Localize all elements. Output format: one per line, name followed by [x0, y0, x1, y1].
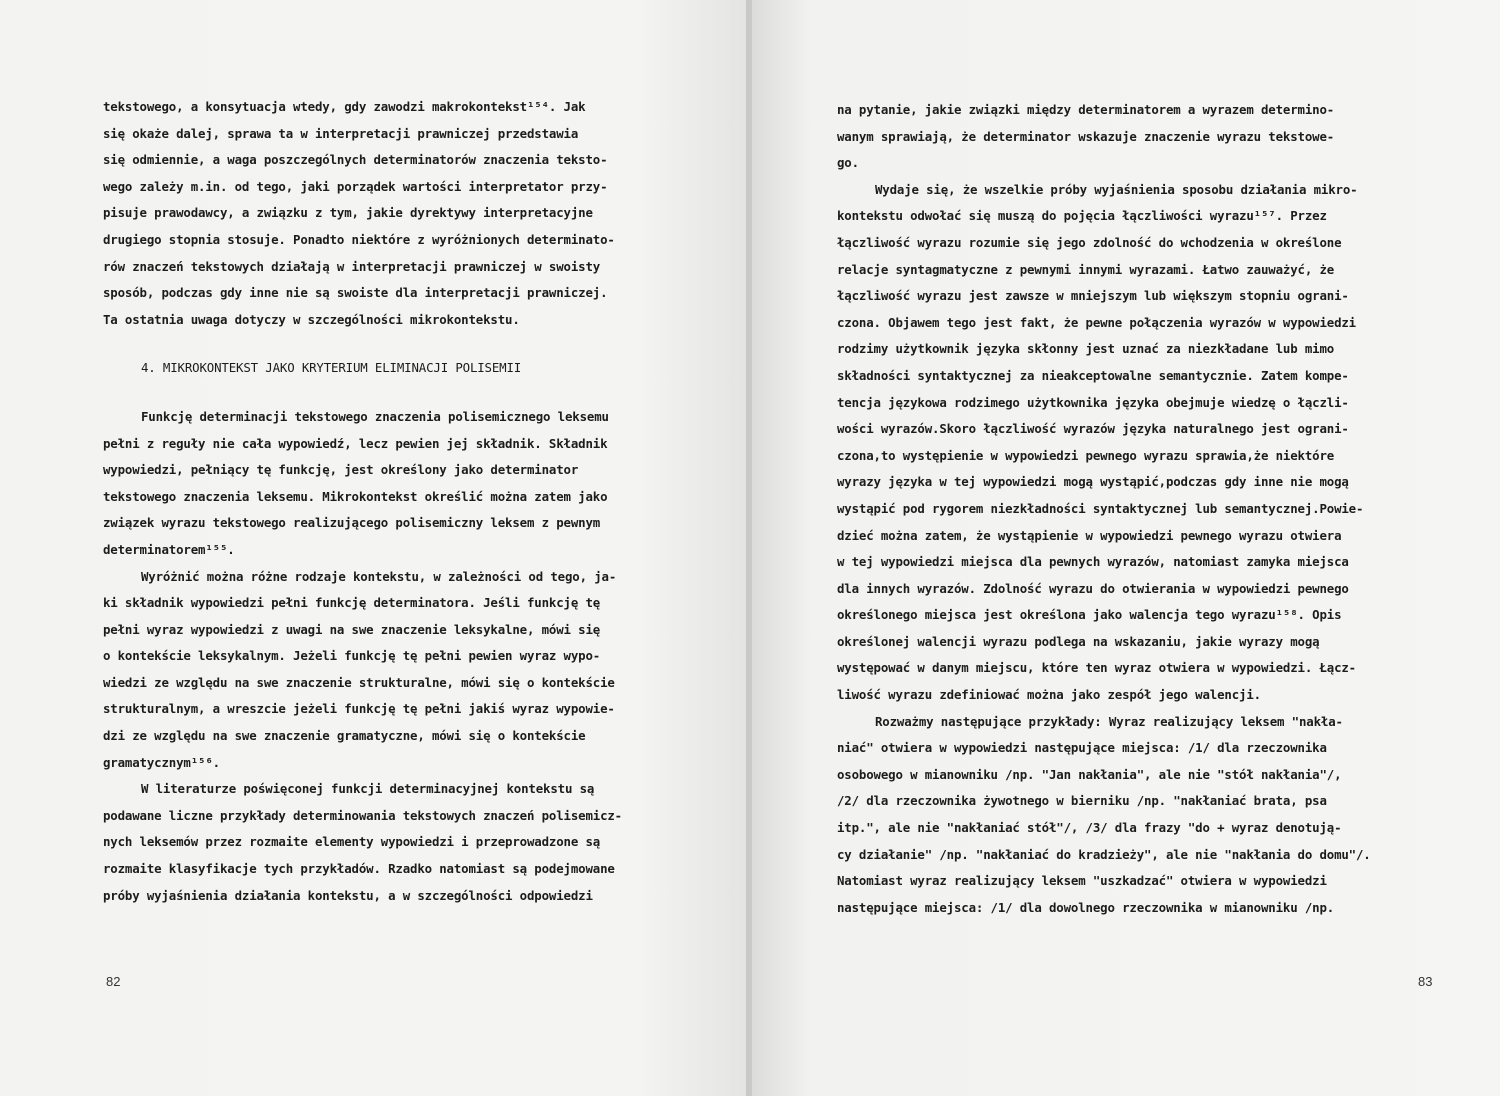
text-line: wyrazy języka w tej wypowiedzi mogą wystąpić,podczas gdy inne nie mogą	[837, 474, 1349, 490]
text-line: osobowego w mianowniku /np. "Jan nakłania", ale nie "stół nakłania"/,	[837, 766, 1342, 782]
text-line: gramatycznym¹⁵⁶.	[103, 754, 220, 770]
text-line: związek wyrazu tekstowego realizującego polisemiczny leksem z pewnym	[103, 515, 601, 531]
text-line: czona,to występienie w wypowiedzi pewnego wyrazu sprawia,że niektóre	[837, 447, 1335, 463]
text-line: strukturalnym, a wreszcie jeżeli funkcję tę pełni jakiś wyraz wypowie-	[103, 701, 615, 717]
text-line: na pytanie, jakie związki między determinatorem a wyrazem determino-	[837, 102, 1335, 117]
text-line: Rozważmy następujące przykłady: Wyraz realizujący leksem "nakła-	[875, 713, 1343, 729]
text-line: dla innych wyrazów. Zdolność wyrazu do otwierania w wypowiedzi pewnego	[837, 580, 1349, 596]
text-line: rów znaczeń tekstowych działają w interpretacji prawniczej w swoisty	[103, 258, 601, 274]
text-line: wystąpić pod rygorem niezkładności syntaktycznej lub semantycznej.Powie-	[837, 500, 1364, 516]
text-line: wości wyrazów.Skoro łączliwość wyrazów języka naturalnego jest ograni-	[837, 421, 1349, 437]
text-line: sposób, podczas gdy inne nie są swoiste dla interpretacji prawniczej.	[103, 285, 608, 301]
text-line: w tej wypowiedzi miejsca dla pewnych wyrazów, natomiast zamyka miejsca	[837, 554, 1349, 570]
text-line: się odmiennie, a waga poszczególnych determinatorów znaczenia teksto-	[103, 152, 608, 168]
text-line: łączliwość wyrazu rozumie się jego zdolność do wchodzenia w określone	[837, 234, 1342, 250]
text-line: W literaturze poświęconej funkcji determinacyjnej kontekstu są	[141, 781, 595, 797]
text-line: dzieć można zatem, że wystąpienie w wypowiedzi pewnego wyrazu otwiera	[837, 527, 1342, 543]
text-line: pełni wyraz wypowiedzi z uwagi na swe znaczenie leksykalne, mówi się	[103, 621, 601, 637]
text-line: następujące miejsca: /1/ dla dowolnego rzeczownika w mianowniku /np.	[837, 899, 1335, 915]
text-line: określonej walencji wyrazu podlega na wskazaniu, jakie wyrazy mogą	[837, 633, 1320, 649]
text-line: tekstowego, a konsytuacja wtedy, gdy zawodzi makrokontekst¹⁵⁴. Jak	[103, 99, 586, 114]
text-line: Wyróżnić można różne rodzaje kontekstu, w zależności od tego, ja-	[141, 568, 617, 584]
text-line: dzi ze względu na swe znaczenie gramatyczne, mówi się o kontekście	[103, 728, 586, 744]
text-line: niać" otwiera w wypowiedzi następujące miejsca: /1/ dla rzeczownika	[837, 740, 1327, 756]
text-line: cy działanie" /np. "nakłaniać do kradzieży", ale nie "nakłania do domu"/.	[837, 846, 1371, 862]
section-heading: 4. MIKROKONTEKST JAKO KRYTERIUM ELIMINACJI POLISEMII	[141, 360, 522, 376]
text-line: pełni z reguły nie cała wypowiedź, lecz pewien jej składnik. Składnik	[103, 435, 608, 451]
text-line: pisuje prawodawcy, a związku z tym, jakie dyrektywy interpretacyjne	[103, 205, 593, 221]
text-line: o kontekście leksykalnym. Jeżeli funkcję tę pełni pewien wyraz wypo-	[103, 648, 601, 664]
text-line: się okaże dalej, sprawa ta w interpretacji prawniczej przedstawia	[103, 125, 579, 141]
text-line: określonego miejsca jest określona jako walencja tego wyrazu¹⁵⁸. Opis	[837, 607, 1342, 623]
text-line: nych leksemów przez rozmaite elementy wypowiedzi i przeprowadzone są	[103, 834, 601, 850]
text-line: rodzimy użytkownik języka skłonny jest uznać za niezkładane lub mimo	[837, 341, 1335, 357]
left-page	[0, 0, 748, 1096]
text-line: relacje syntagmatyczne z pewnymi innymi wyrazami. Łatwo zauważyć, że	[837, 261, 1335, 277]
right-page-text	[837, 97, 1457, 921]
text-line: itp.", ale nie "nakłaniać stół"/, /3/ dla frazy "do + wyraz denotują-	[837, 820, 1342, 836]
text-line: drugiego stopnia stosuje. Ponadto niektóre z wyróżnionych determinato-	[103, 231, 615, 247]
text-line: wego zależy m.in. od tego, jaki porządek wartości interpretator przy-	[103, 178, 608, 194]
text-line: rozmaite klasyfikacje tych przykładów. Rzadko natomiast są podejmowane	[103, 861, 615, 877]
text-line: tekstowego znaczenia leksemu. Mikrokontekst określić można zatem jako	[103, 488, 608, 504]
text-line: podawane liczne przykłady determinowania tekstowych znaczeń polisemicz-	[103, 807, 622, 823]
text-line: łączliwość wyrazu jest zawsze w mniejszym lub większym stopniu ograni-	[837, 288, 1349, 304]
text-line: wiedzi ze względu na swe znaczenie strukturalne, mówi się o kontekście	[103, 674, 615, 690]
text-line: Ta ostatnia uwaga dotyczy w szczególności mikrokontekstu.	[103, 311, 520, 327]
page-number: 83	[1418, 974, 1433, 989]
text-line: składności syntaktycznej za nieakceptowalne semantycznie. Zatem kompe-	[837, 367, 1349, 383]
text-line: go.	[837, 155, 859, 171]
text-line: próby wyjaśnienia działania kontekstu, a w szczególności odpowiedzi	[103, 887, 593, 903]
text-line: tencja językowa rodzimego użytkownika języka obejmuje wiedzę o łączli-	[837, 394, 1349, 410]
text-line: kontekstu odwołać się muszą do pojęcia łączliwości wyrazu¹⁵⁷. Przez	[837, 208, 1327, 224]
text-line: Natomiast wyraz realizujący leksem "uszkadzać" otwiera w wypowiedzi	[837, 873, 1327, 889]
text-line: determinatorem¹⁵⁵.	[103, 541, 235, 557]
text-line: Wydaje się, że wszelkie próby wyjaśnienia sposobu działania mikro-	[875, 181, 1358, 197]
text-line: wanym sprawiają, że determinator wskazuje znaczenie wyrazu tekstowe-	[837, 128, 1335, 144]
text-line: Funkcję determinacji tekstowego znaczenia polisemicznego leksemu	[141, 408, 609, 424]
text-line: /2/ dla rzeczownika żywotnego w bierniku /np. "nakłaniać brata, psa	[837, 793, 1327, 809]
text-line: liwość wyrazu zdefiniować można jako zespół jego walencji.	[837, 687, 1261, 703]
page-number: 82	[106, 974, 121, 989]
text-line: wypowiedzi, pełniący tę funkcję, jest określony jako determinator	[103, 462, 579, 478]
text-line: czona. Objawem tego jest fakt, że pewne połączenia wyrazów w wypowiedzi	[837, 314, 1356, 330]
text-line: występować w danym miejscu, które ten wyraz otwiera w wypowiedzi. Łącz-	[837, 660, 1356, 676]
left-page-text	[103, 94, 703, 909]
text-line: ki składnik wypowiedzi pełni funkcję determinatora. Jeśli funkcję tę	[103, 595, 601, 611]
